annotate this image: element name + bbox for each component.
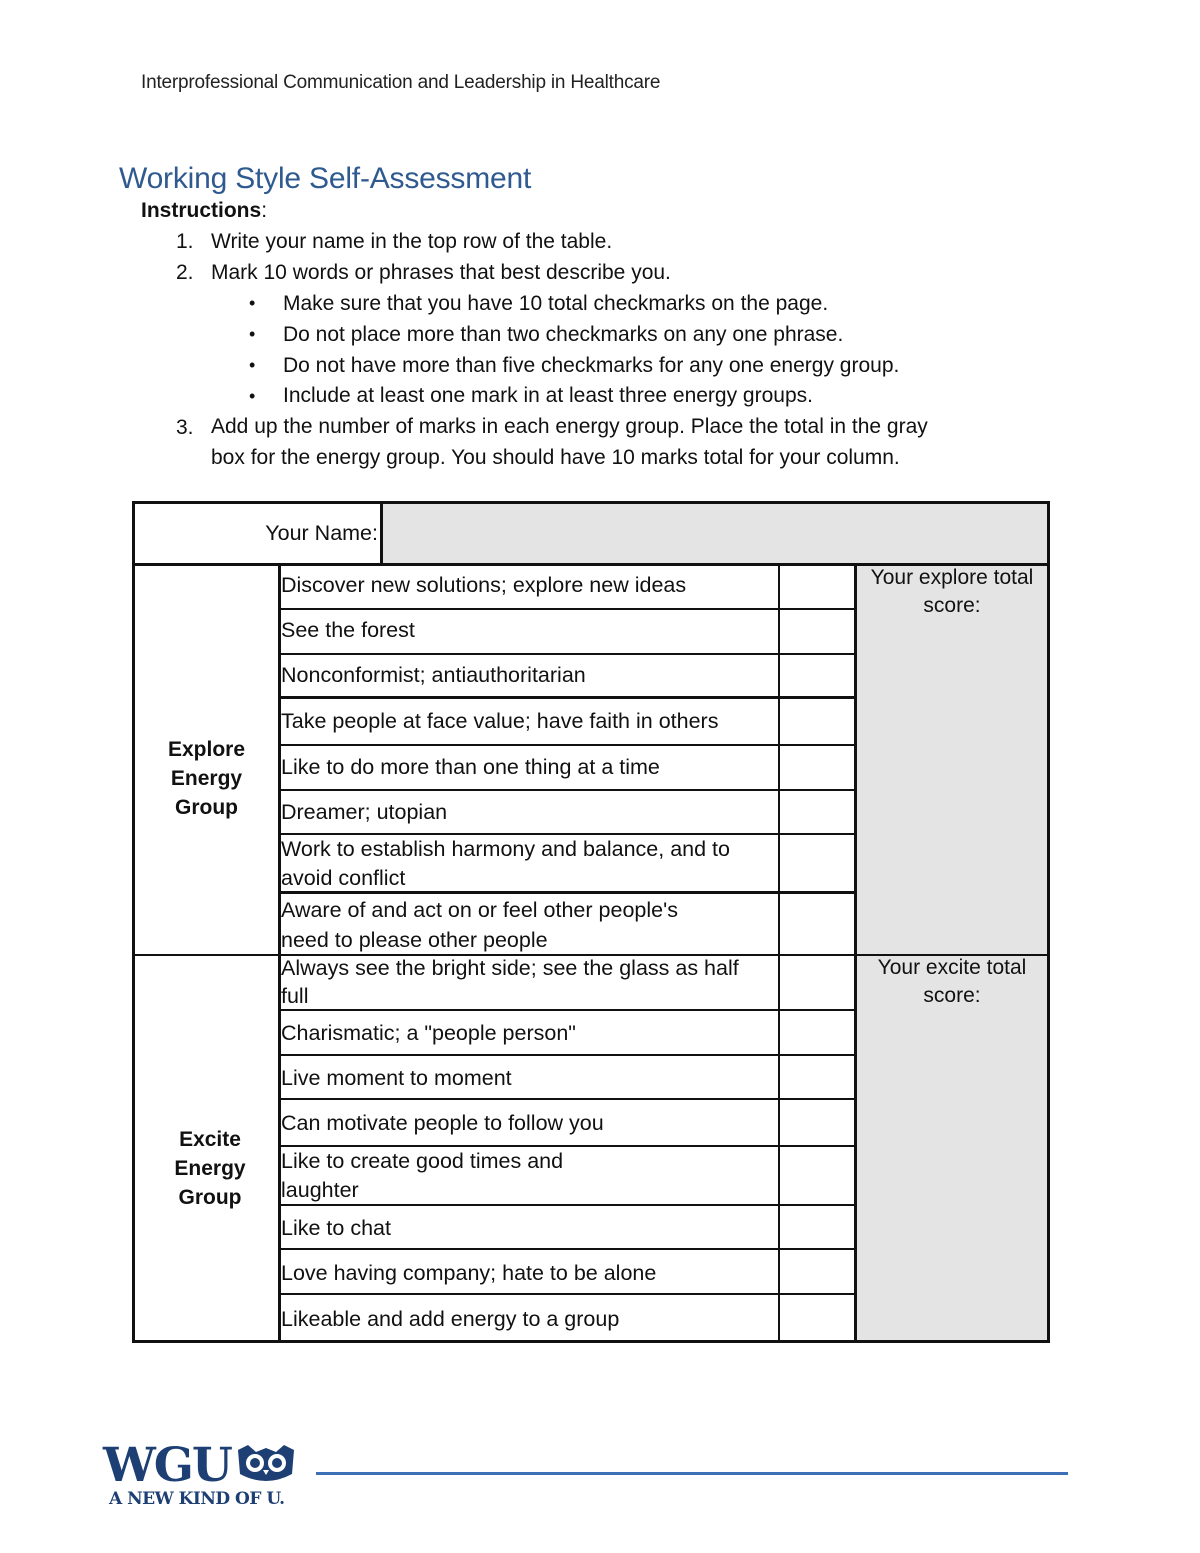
phrase-text: Charismatic; a "people person" [281,1021,576,1045]
page-title: Working Style Self-Assessment [119,162,532,195]
mark-cell[interactable] [780,1295,854,1340]
instructions-label: Instructions [141,199,262,222]
phrase-text: Live moment to moment [281,1066,512,1090]
name-label: Your Name: [265,521,378,545]
phrase-text: Can motivate people to follow you [281,1111,604,1135]
phrase-text: Like to do more than one thing at a time [281,755,660,779]
phrase-text: Likeable and add energy to a group [281,1307,620,1331]
bullet-text: Do not have more than five checkmarks for any one energy group. [283,354,900,377]
group-label-line: Energy [170,767,243,790]
mark-cell[interactable] [780,1206,854,1248]
phrase-text: Love having company; hate to be alone [281,1261,657,1285]
brand-tagline: A NEW KIND OF U. [109,1489,285,1509]
step-text: Add up the number of marks in each energy group. Place the total in the gray [211,415,928,438]
course-header: Interprofessional Communication and Leadership in Healthcare [141,72,661,93]
bullet-icon: • [249,386,256,406]
phrase-text: Aware of and act on or feel other people's [281,898,678,922]
mark-cell[interactable] [780,1056,854,1098]
score-label-line: score: [923,594,981,617]
mark-cell[interactable] [780,699,854,744]
instructions-heading [141,199,267,223]
owl-logo-icon [236,1444,296,1484]
step-number: 3. [176,416,194,439]
mark-cell[interactable] [780,1011,854,1054]
bullet-text: Include at least one mark in at least three energy groups. [283,384,813,407]
mark-cell[interactable] [780,894,854,954]
phrase-text: Nonconformist; antiauthoritarian [281,663,586,687]
instructions-colon: : [261,199,268,222]
group-label-line: Excite [179,1128,241,1151]
step-text: Write your name in the top row of the table. [211,230,613,253]
phrase-text: Like to create good times and [281,1149,564,1173]
step-text: box for the energy group. You should have 10 marks total for your column. [211,446,900,469]
mark-cell[interactable] [780,746,854,789]
bullet-text: Make sure that you have 10 total checkmarks on the page. [283,292,829,315]
mark-cell[interactable] [780,1100,854,1145]
group-label-line: Group [175,796,238,819]
phrase-text: avoid conflict [281,866,406,890]
phrase-text: Like to chat [281,1216,391,1240]
bullet-text: Do not place more than two checkmarks on any one phrase. [283,323,844,346]
group-label-line: Explore [167,738,246,761]
explore-score-box[interactable] [857,566,1047,954]
phrase-text: Discover new solutions; explore new ideas [281,573,687,597]
phrase-text: Always see the bright side; see the glass as half [281,956,739,980]
mark-cell[interactable] [780,1147,854,1204]
wgu-logo: WGU [103,1438,231,1493]
bullet-icon: • [249,293,256,313]
phrase-text: laughter [281,1178,359,1202]
step-number: 2. [176,261,194,284]
excite-group-label [135,1125,285,1212]
step-number: 1. [176,230,194,253]
phrase-text: Take people at face value; have faith in others [281,709,719,733]
score-label-line: score: [923,984,981,1007]
phrase-text: See the forest [281,618,415,642]
mark-cell[interactable] [780,1250,854,1293]
group-label-line: Group [178,1186,242,1209]
mark-cell[interactable] [780,956,854,1009]
explore-group-label [135,735,278,822]
excite-score-label [857,954,1047,1010]
mark-cell[interactable] [780,791,854,833]
assessment-table [132,501,1050,1343]
name-input[interactable] [383,504,1047,563]
name-label-cell [135,504,380,563]
phrase-text: need to please other people [281,928,548,952]
phrase-text: Work to establish harmony and balance, and to [281,837,730,861]
score-label-line: Your explore total [870,566,1034,589]
bullet-icon: • [249,324,256,344]
bullet-icon: • [249,355,256,375]
mark-cell[interactable] [780,610,854,653]
mark-cell[interactable] [780,655,854,696]
score-label-line: Your excite total [877,956,1027,979]
mark-cell[interactable] [780,566,854,608]
excite-score-box[interactable] [857,956,1047,1340]
group-label-line: Energy [174,1157,246,1180]
mark-cell[interactable] [780,835,854,891]
footer-divider [316,1472,1068,1475]
phrase-text: full [281,984,309,1008]
phrase-text: Dreamer; utopian [281,800,448,824]
step-text: Mark 10 words or phrases that best describe you. [211,261,671,284]
explore-score-label [857,564,1047,620]
